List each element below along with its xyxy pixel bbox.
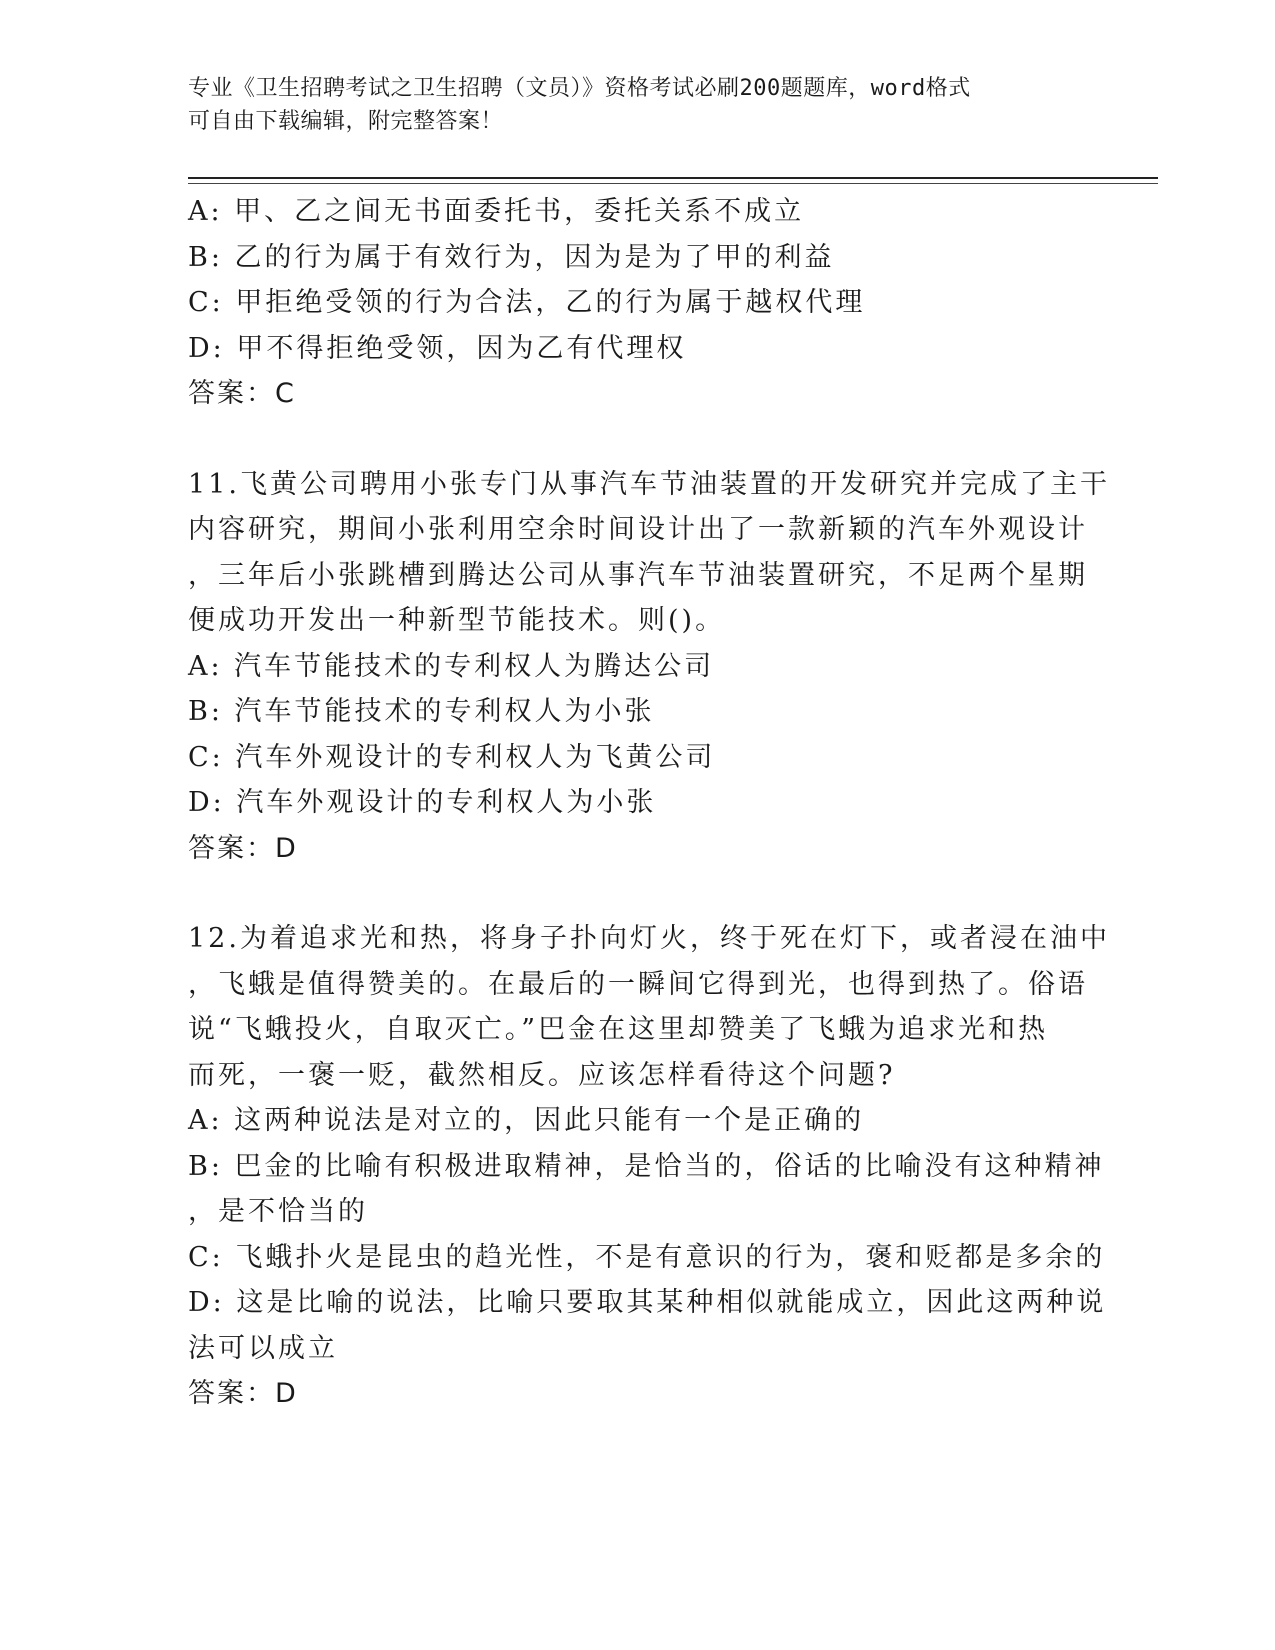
spacer [188,417,1068,462]
option-b: B: 乙的行为属于有效行为，因为是为了甲的利益 [188,241,835,273]
option-d: D: 这是比喻的说法，比喻只要取其某种相似就能成立，因此这两种说 [188,1287,1107,1318]
option-d: D: 甲不得拒绝受领，因为乙有代理权 [188,332,687,364]
option-c: C: 汽车外观设计的专利权人为飞黄公司 [188,741,716,773]
question-10 [188,189,1068,417]
stem-line: 11.飞黄公司聘用小张专门从事汽车节油装置的开发研究并完成了主干 [188,468,1110,500]
answer-label: 答案：D [188,1378,298,1409]
header-line-1: 专业《卫生招聘考试之卫生招聘（文员）》资格考试必刷200题题库，word格式 [188,76,971,101]
stem-line: 说“飞蛾投火，自取灭亡。”巴金在这里却赞美了飞蛾为追求光和热 [188,1014,1049,1045]
header-line-2: 可自由下载编辑，附完整答案！ [188,109,504,134]
answer-label: 答案：D [188,832,298,864]
stem-line: 12.为着追求光和热，将身子扑向灯火，终于死在灯下，或者浸在油中 [188,923,1110,954]
stem-line: 便成功开发出一种新型节能技术。则()。 [188,605,726,636]
option-a: A: 甲、乙之间无书面委托书，委托关系不成立 [188,196,805,227]
question-12 [188,916,1110,1417]
stem-line: 而死，一褒一贬，截然相反。应该怎样看待这个问题? [188,1059,896,1091]
option-d: D: 汽车外观设计的专利权人为小张 [188,787,657,818]
option-b-continued: ，是不恰当的 [188,1196,368,1227]
spacer [188,871,1068,916]
option-a: A: 汽车节能技术的专利权人为腾达公司 [188,650,715,682]
header-rule-thin [188,183,1158,184]
question-stem [188,916,1110,1098]
option-b: B: 汽车节能技术的专利权人为小张 [188,696,655,727]
document-body [188,189,1110,1417]
option-c: C: 飞蛾扑火是昆虫的趋光性，不是有意识的行为，褒和贬都是多余的 [188,1241,1106,1273]
option-a: A: 这两种说法是对立的，因此只能有一个是正确的 [188,1105,865,1136]
option-d-continued: 法可以成立 [188,1332,338,1364]
question-stem [188,462,1110,644]
stem-line: ，飞蛾是值得赞美的。在最后的一瞬间它得到光，也得到热了。俗语 [188,968,1088,1000]
option-b: B: 巴金的比喻有积极进取精神，是恰当的，俗话的比喻没有这种精神 [188,1150,1105,1182]
stem-line: ，三年后小张跳槽到腾达公司从事汽车节油装置研究，不足两个星期 [188,559,1088,591]
document-header [188,72,1068,138]
question-11 [188,462,1110,872]
answer-label: 答案：C [188,378,296,409]
header-rule-thick [188,177,1158,179]
option-c: C: 甲拒绝受领的行为合法，乙的行为属于越权代理 [188,287,866,318]
stem-line: 内容研究，期间小张利用空余时间设计出了一款新颖的汽车外观设计 [188,514,1088,545]
